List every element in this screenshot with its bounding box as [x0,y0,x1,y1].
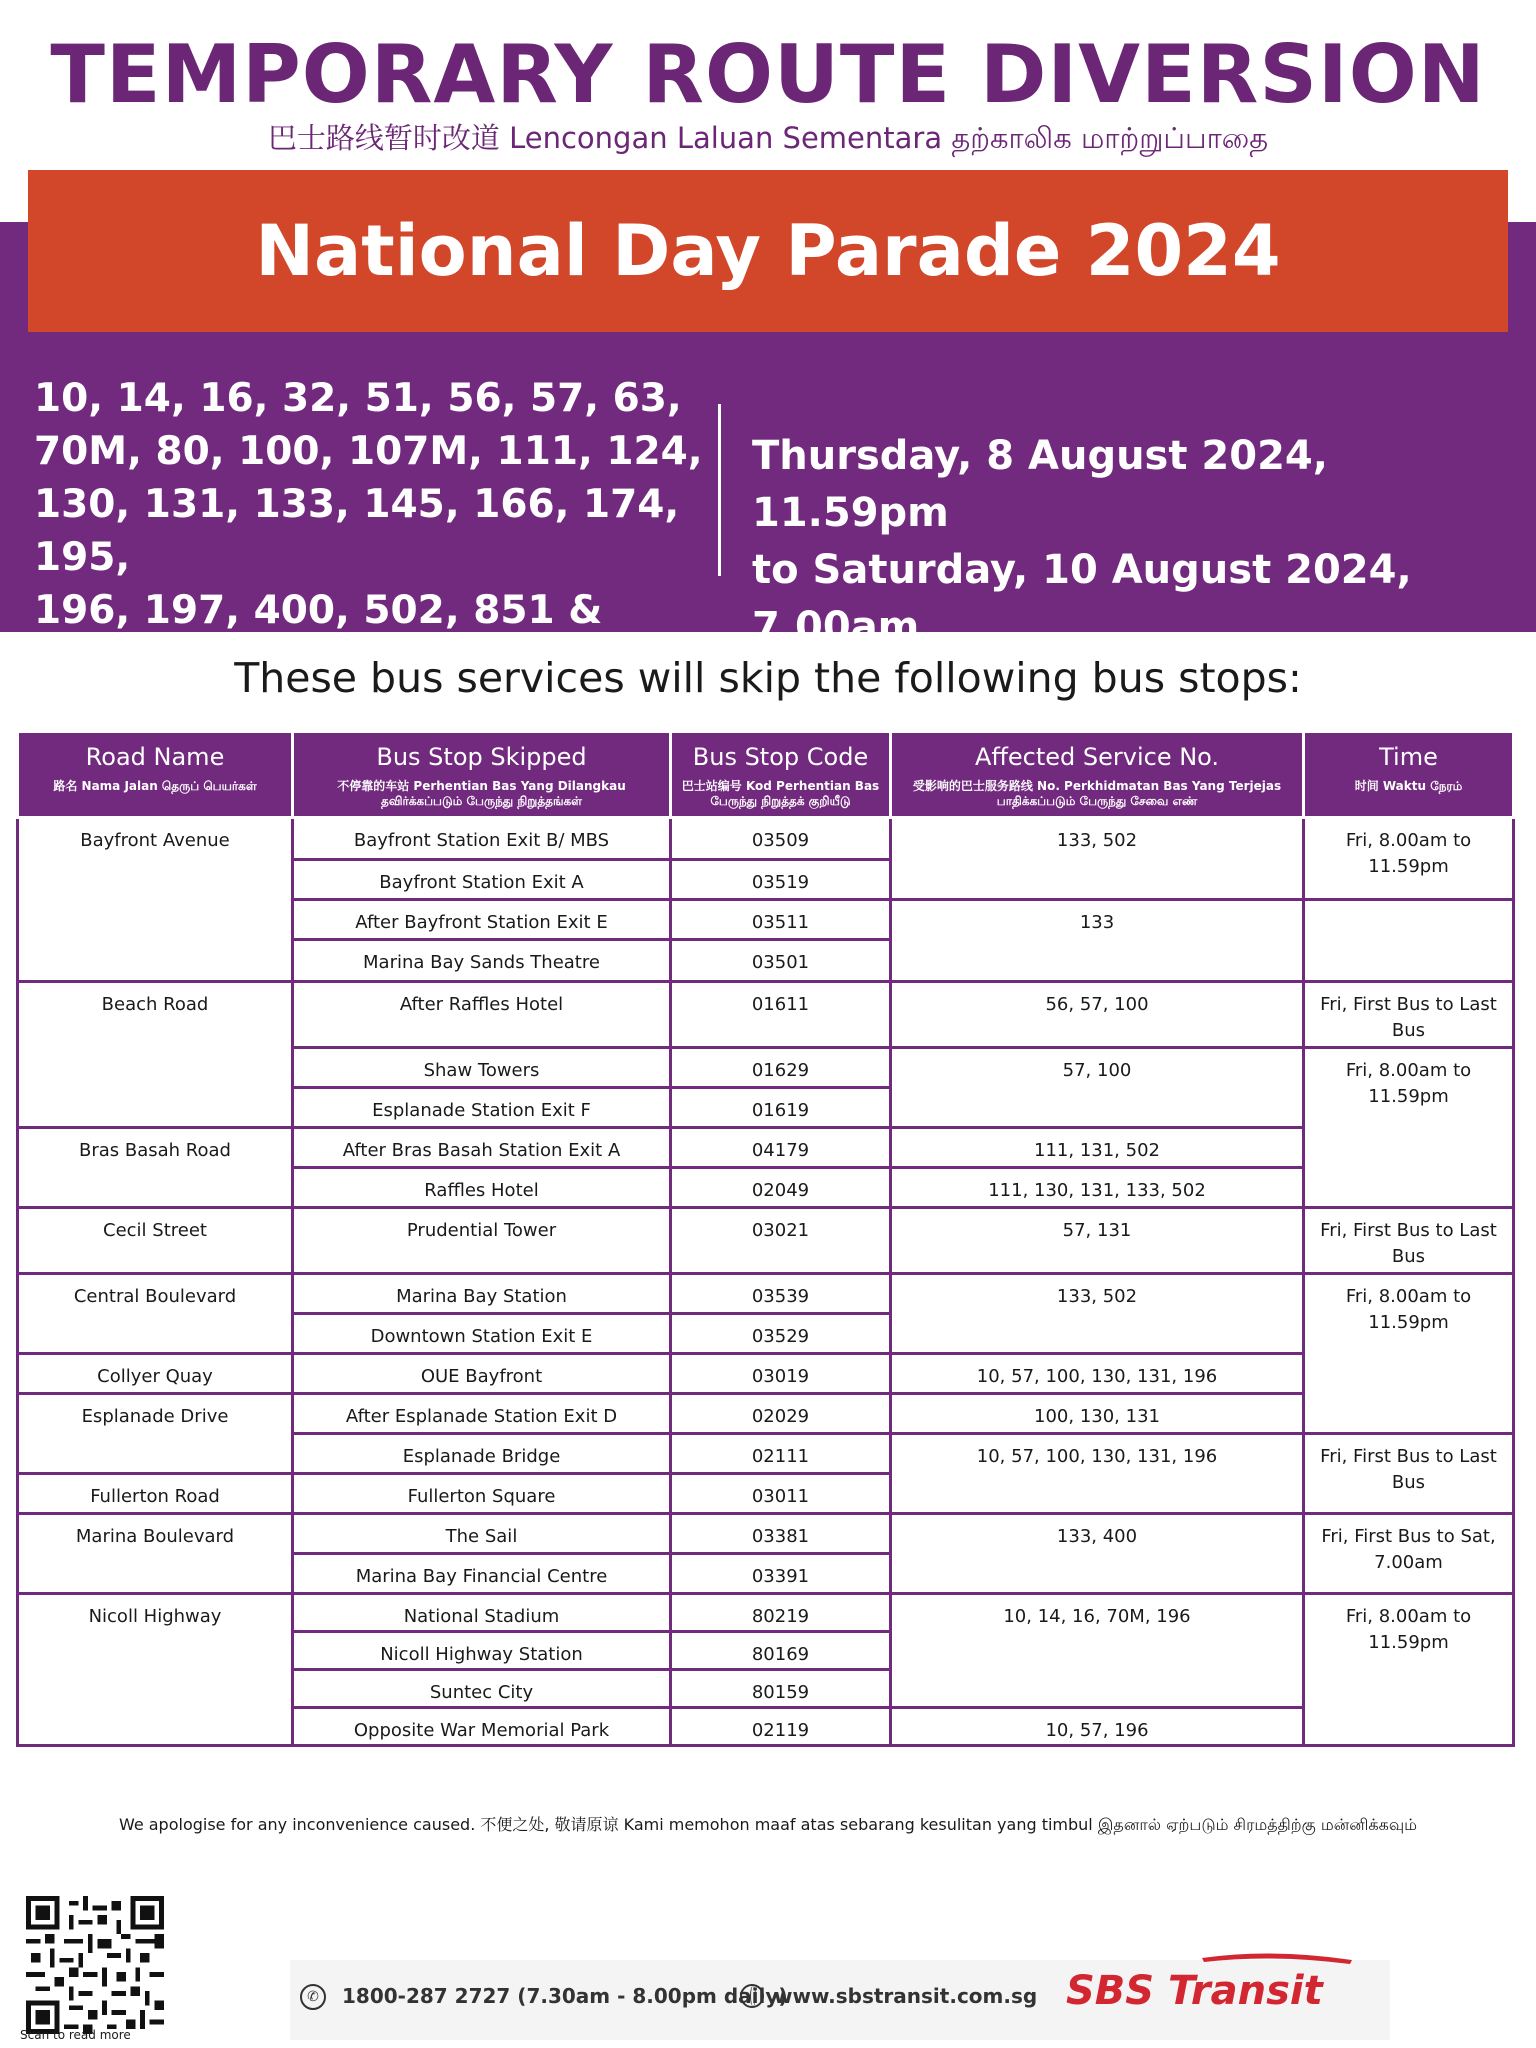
header-bus-stop-code [671,732,891,818]
time-cell: Fri, First Bus to Last Bus [1304,1434,1514,1514]
stop-code-cell: 01611 [671,982,891,1048]
event-banner [28,170,1508,332]
stop-code-cell: 03539 [671,1274,891,1314]
sbs-transit-logo-wordmark: SBS Transit [1066,1968,1323,2014]
stop-code-cell: 03391 [671,1554,891,1594]
website-link[interactable]: www.sbstransit.com.sg [774,1984,1038,2008]
bus-stop-cell: Downtown Station Exit E [293,1314,671,1354]
stop-code-cell: 03019 [671,1354,891,1394]
affected-service-cell: 10, 57, 100, 130, 131, 196 [891,1434,1304,1514]
affected-service-cell: 10, 14, 16, 70M, 196 [891,1594,1304,1708]
affected-service-cell: 133, 400 [891,1514,1304,1594]
affected-service-cell: 57, 100 [891,1048,1304,1128]
table-row [18,1274,1514,1314]
stop-code-cell: 03501 [671,940,891,982]
stop-code-cell: 02049 [671,1168,891,1208]
affected-service-cell: 111, 131, 502 [891,1128,1304,1168]
header-translation: 时间 Waktu நேரம் [1354,779,1463,793]
stop-code-cell: 03381 [671,1514,891,1554]
globe-icon [740,1984,764,2008]
stop-code-cell: 80219 [671,1594,891,1632]
stop-code-cell: 02029 [671,1394,891,1434]
date-start: Thursday, 8 August 2024, 11.59pm [752,433,1328,536]
time-cell: Fri, First Bus to Last Bus [1304,1208,1514,1274]
time-cell [1304,900,1514,982]
header-label: Road Name [85,743,225,771]
bus-stop-cell: Prudential Tower [293,1208,671,1274]
diversion-dates [752,428,1522,656]
date-end: to Saturday, 10 August 2024, 7.00am [752,547,1412,650]
stop-code-cell: 03511 [671,900,891,940]
table-row [18,1394,1514,1434]
road-name-cell: Bayfront Avenue [18,818,293,982]
services-line: 70M, 80, 100, 107M, 111, 124, [34,429,703,474]
header-label: Bus Stop Skipped [376,743,587,771]
table-row [18,1208,1514,1274]
event-name: National Day Parade 2024 [255,210,1281,292]
header-label: Time [1379,743,1438,771]
header-time [1304,732,1514,818]
services-line: 130, 131, 133, 145, 166, 174, 195, [34,482,680,580]
stop-code-cell: 03509 [671,818,891,860]
affected-service-cell: 111, 130, 131, 133, 502 [891,1168,1304,1208]
bus-stop-cell: After Raffles Hotel [293,982,671,1048]
hotline-number[interactable]: 1800-287 2727 (7.30am - 8.00pm daily) [342,1984,788,2008]
affected-service-cell: 133, 502 [891,1274,1304,1354]
road-name-cell: Esplanade Drive [18,1394,293,1474]
bus-stop-cell: Raffles Hotel [293,1168,671,1208]
affected-service-cell: 10, 57, 100, 130, 131, 196 [891,1354,1304,1394]
time-cell: Fri, First Bus to Last Bus [1304,982,1514,1048]
phone-icon: ✆ [300,1984,326,2010]
table-row [18,1514,1514,1554]
banner-divider [718,404,721,576]
header-label: Affected Service No. [974,743,1220,771]
time-cell: Fri, 8.00am to 11.59pm [1304,1048,1514,1208]
header-translation: 路名 Nama Jalan தெருப் பெயர்கள் [53,779,257,793]
stop-code-cell: 01619 [671,1088,891,1128]
table-header-row [18,732,1514,818]
bus-stop-cell: Marina Bay Financial Centre [293,1554,671,1594]
bus-stop-cell: Nicoll Highway Station [293,1632,671,1670]
bus-stop-cell: Esplanade Bridge [293,1434,671,1474]
page-title: TEMPORARY ROUTE DIVERSION [50,28,1486,121]
road-name-cell: Nicoll Highway [18,1594,293,1746]
affected-service-cell: 133 [891,900,1304,982]
bus-stop-cell: Fullerton Square [293,1474,671,1514]
table-row [18,982,1514,1048]
road-name-cell: Collyer Quay [18,1354,293,1394]
bus-stop-cell: Esplanade Station Exit F [293,1088,671,1128]
stop-code-cell: 03529 [671,1314,891,1354]
page-subtitle: 巴士路线暂时改道 Lencongan Laluan Sementara தற்காலிக மாற்றுப்பாதை [267,121,1269,155]
header-translation: 巴士站编号 Kod Perhentian Bas பேருந்து நிறுத்தக் குறியீடு [681,779,880,808]
stop-code-cell: 03011 [671,1474,891,1514]
bus-stop-cell: After Bras Basah Station Exit A [293,1128,671,1168]
time-cell: Fri, 8.00am to 11.59pm [1304,1274,1514,1434]
affected-service-cell: 57, 131 [891,1208,1304,1274]
affected-service-cell: 56, 57, 100 [891,982,1304,1048]
bus-stop-cell: Bayfront Station Exit A [293,860,671,900]
bus-stop-cell: The Sail [293,1514,671,1554]
bus-stop-cell: Marina Bay Station [293,1274,671,1314]
affected-services-list [34,372,714,690]
stop-code-cell: 80169 [671,1632,891,1670]
time-cell: Fri, 8.00am to 11.59pm [1304,818,1514,900]
stop-code-cell: 04179 [671,1128,891,1168]
bus-stop-cell: Bayfront Station Exit B/ MBS [293,818,671,860]
table-row [18,818,1514,860]
affected-service-cell: 100, 130, 131 [891,1394,1304,1434]
stop-code-cell: 80159 [671,1670,891,1708]
table-intro: These bus services will skip the following bus stops: [234,654,1302,702]
bus-stop-cell: Opposite War Memorial Park [293,1708,671,1746]
time-cell: Fri, 8.00am to 11.59pm [1304,1594,1514,1746]
bus-stop-cell: Suntec City [293,1670,671,1708]
bus-stop-cell: National Stadium [293,1594,671,1632]
header-affected-service [891,732,1304,818]
qr-caption: Scan to read more [20,2028,131,2042]
services-line: 10, 14, 16, 32, 51, 56, 57, 63, [34,376,682,421]
road-name-cell: Fullerton Road [18,1474,293,1514]
table-row [18,1594,1514,1632]
table-row [18,1354,1514,1394]
road-name-cell: Bras Basah Road [18,1128,293,1208]
skipped-stops-table [16,730,1515,1747]
road-name-cell: Cecil Street [18,1208,293,1274]
header-road-name [18,732,293,818]
header-translation: 不停靠的车站 Perhentian Bas Yang Dilangkau தவிர்க்கப்படும் பேருந்து நிறுத்தங்கள் [337,779,626,808]
bus-stop-cell: Marina Bay Sands Theatre [293,940,671,982]
bus-stop-cell: OUE Bayfront [293,1354,671,1394]
services-line: 196, 197, 400, 502, 851 & 851e [34,588,603,686]
stop-code-cell: 03021 [671,1208,891,1274]
bus-stop-cell: After Esplanade Station Exit D [293,1394,671,1434]
bus-stop-cell: After Bayfront Station Exit E [293,900,671,940]
time-cell: Fri, First Bus to Sat, 7.00am [1304,1514,1514,1594]
stop-code-cell: 02119 [671,1708,891,1746]
apology-note: We apologise for any inconvenience caused. 不便之处, 敬请原谅 Kami memohon maaf atas sebarang kesulitan yang timbul இதனால் ஏற்படும் சிரமத்திற்கு மன்னிக்கவும் [118,1815,1418,1834]
road-name-cell: Marina Boulevard [18,1514,293,1594]
table-row [18,1128,1514,1168]
header-label: Bus Stop Code [692,743,869,771]
header-translation: 受影响的巴士服务路线 No. Perkhidmatan Bas Yang Terjejas பாதிக்கப்படும் பேருந்து சேவை எண் [912,779,1282,808]
road-name-cell: Beach Road [18,982,293,1128]
bus-stop-cell: Shaw Towers [293,1048,671,1088]
stop-code-cell: 02111 [671,1434,891,1474]
sbs-transit-logo [1062,1950,1362,2020]
stop-code-cell: 03519 [671,860,891,900]
affected-service-cell: 133, 502 [891,818,1304,900]
road-name-cell: Central Boulevard [18,1274,293,1354]
stop-code-cell: 01629 [671,1048,891,1088]
affected-service-cell: 10, 57, 196 [891,1708,1304,1746]
qr-code[interactable] [26,1896,164,2034]
header-bus-stop [293,732,671,818]
